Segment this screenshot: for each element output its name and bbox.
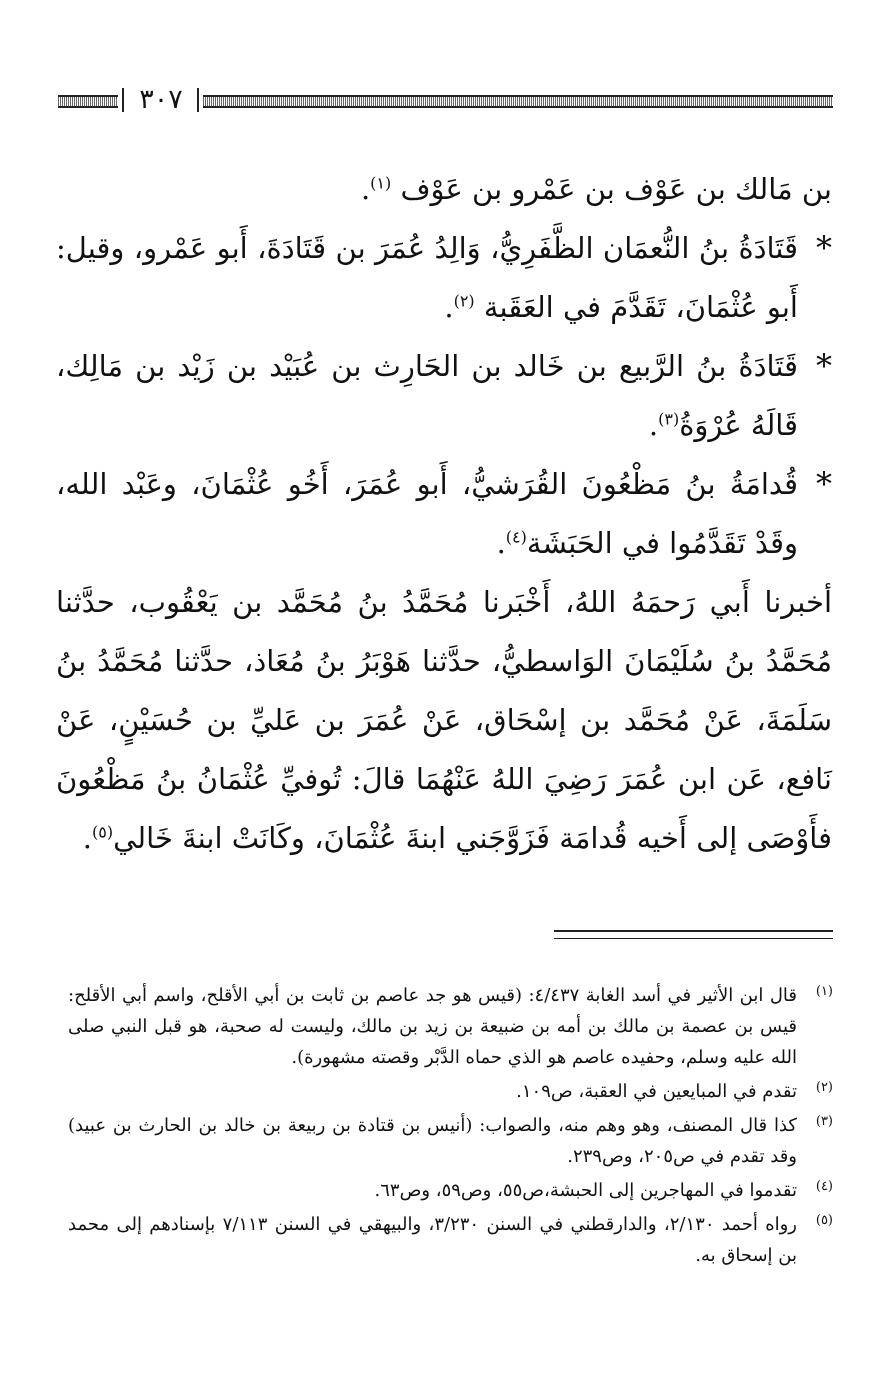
footnote [68,1175,833,1206]
narration-text: أخبرنا أَبي رَحمَهُ اللهُ، أَخْبَرنا مُحَمَّدُ بنُ مُحَمَّد بن يَعْقُوب، حدَّثنا مُحَمَّدُ بنُ سُلَيْمَانَ الوَاسطيُّ، حدَّثنا هَوْبَرُ بنُ مُعَاذ، حدَّثنا مُحَمَّدُ بنُ سَلَمَةَ، عَنْ مُحَمَّد بن إسْحَاق، عَنْ عُمَرَ بن عَليِّ بن حُسَيْنٍ، عَنْ نَافع، عَن ابن عُمَرَ رَضِيَ اللهُ عَنْهُمَا قالَ: تُوفيِّ عُثْمَانُ بنُ مَظْعُونَ فأَوْصَى إلى أَخيه قُدامَة فَزَوَّجَني ابنةَ عُثْمَانَ، وكَانَتْ ابنةَ خَالي [56,585,832,855]
footnote-ref[interactable]: (٥) [92,822,114,842]
footnote-number: (٣) [815,1114,833,1129]
entry-text: قَتَادَةُ بنُ الرَّبيع بن خَالد بن الحَارِث بن عُبَيْد بن زَيْد بن مَالِك، قَالَهُ عُرْوَةُ [56,349,798,442]
page-header [58,82,833,118]
footnote [68,1076,833,1107]
entry-text: قُدامَةُ بنُ مَظْعُونَ القُرَشيُّ، أَبو عُمَرَ، أَخُو عُثْمَانَ، وعَبْد الله، وقَدْ تَقَدَّمُوا في الحَبَشَة [56,467,798,560]
asterisk-marker: * [816,465,832,503]
header-divider [197,88,199,112]
footnote [68,980,833,1073]
line-end-mark: . [444,290,454,324]
footnote-number: (١) [815,984,833,999]
header-divider [122,88,124,112]
footnote-text: تقدم في المبايعين في العقبة، ص١٠٩. [516,1081,797,1102]
hadith-narration [56,573,832,868]
footnote-ref[interactable]: (١) [370,173,392,193]
footnote-text: رواه أحمد ٢/١٣٠، والدارقطني في السنن ٣/٢٣٠، والبيهقي في السنن ٧/١١٣ بإسنادهم إلى محمد بن إسحاق به. [68,1214,798,1266]
line-end-mark: . [496,526,506,560]
footnote-separator [554,930,833,939]
footnote-text: كذا قال المصنف، وهو وهم منه، والصواب: (أنيس بن قتادة بن ربيعة بن خالد بن الحارث بن عبيد) وقد تقدم في ص٢٠٥، وص٢٣٩. [68,1115,797,1167]
header-ornament-right [203,95,833,108]
asterisk-marker: * [816,347,832,385]
footnote-ref[interactable]: (٤) [505,527,527,547]
biography-entry [56,337,832,455]
footnotes-section [68,980,833,1274]
footnote-number: (٥) [815,1213,833,1228]
footnote-text: قال ابن الأثير في أسد الغابة ٤/٤٣٧: (قيس هو جد عاصم بن ثابت بن أبي الأقلح، واسم أبي الأقلح: قيس بن عصمة بن مالك بن أمه بن ضبيعة بن زيد بن مالك، وليست له صحبة، هو قبل النبي صلى الله عليه وسلم، وحفيده عاصم هو الذي حماه الدَّبْر وقصته مشهورة). [68,985,797,1068]
main-text [56,160,832,868]
line-end-mark: . [82,821,93,855]
entry-text: قَتَادَةُ بنُ النُّعمَان الظَّفَرِيُّ، وَالِدُ عُمَرَ بن قَتَادَةَ، أَبو عَمْرو، وقيل: أَبو عُثْمَانَ، تَقَدَّمَ في العَقَبة [56,231,798,324]
continuation-line [56,160,832,219]
line-end-mark: . [648,408,659,442]
footnote-text: تقدموا في المهاجرين إلى الحبشة،ص٥٥، وص٥٩، وص٦٣. [374,1180,797,1201]
footnote-number: (٤) [815,1179,833,1194]
footnote [68,1209,833,1271]
footnote [68,1110,833,1172]
continuation-text: بن مَالك بن عَوْف بن عَمْرو بن عَوْف [400,172,832,206]
footnote-ref[interactable]: (٣) [658,409,680,429]
footnote-number: (٢) [815,1080,833,1095]
footnote-ref[interactable]: (٢) [453,291,475,311]
biography-entry [56,219,832,337]
page-number: ٣٠٧ [139,84,183,115]
asterisk-marker: * [816,229,832,267]
header-ornament-left [58,95,118,108]
line-end-mark: . [360,172,371,206]
biography-entry [56,455,832,573]
